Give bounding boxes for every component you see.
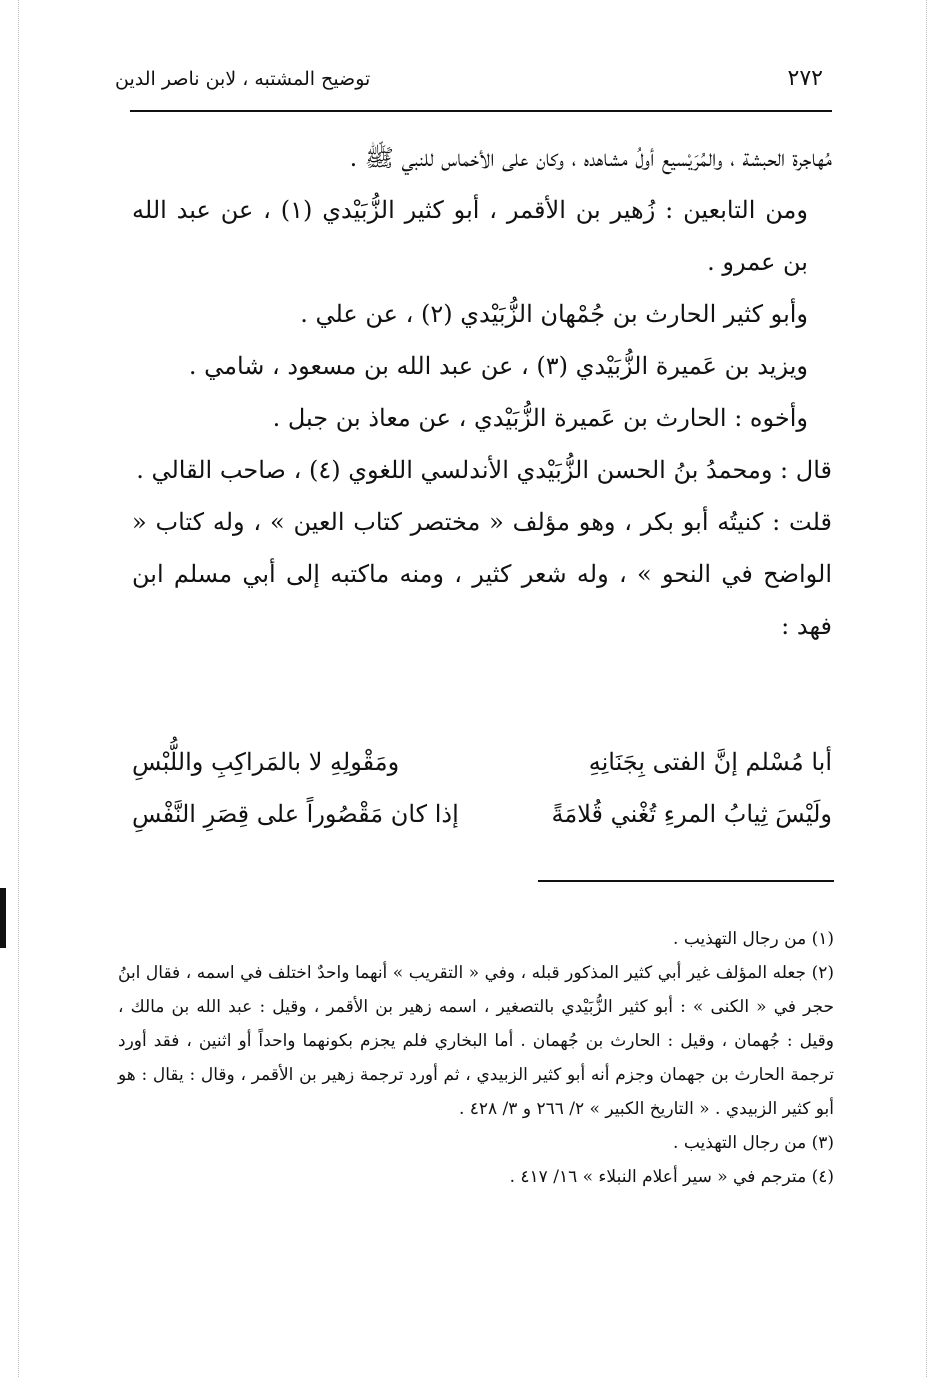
header-rule (130, 110, 832, 112)
main-text (132, 132, 832, 652)
verse-line (132, 736, 832, 788)
paragraph: قلت : كنيتُه أبو بكر ، وهو مؤلف « مختصر كتاب العين » ، وله كتاب « الواضح في النحو » ، وله شعر كثير ، ومنه ماكتبه إلى أبي مسلم ابن فهد : (132, 508, 832, 640)
poem (132, 736, 832, 840)
paragraph: ويزيد بن عَميرة الزُّبَيْدي (٣) ، عن عبد الله بن مسعود ، شامي . (188, 352, 808, 380)
scan-edge-mark (0, 888, 6, 948)
scan-edge-dots (18, 0, 19, 1377)
footnote: (٤) مترجم في « سير أعلام النبلاء » ١٦/ ٤١٧ . (509, 1167, 834, 1187)
page-header (115, 62, 835, 102)
page-number: ٢٧٢ (787, 66, 823, 91)
footnote: (٢) جعله المؤلف غير أبي كثير المذكور قبله ، وفي « التقريب » أنهما واحدٌ اختلف في اسمه ، فقال ابنُ حجر في « الكنى » : أبو كثير الزُّبَيْدي بالتصغير ، اسمه زهير بن الأقمر ، وقيل : عبد الله بن مالك ، وقيل : جُهمان ، وقيل : الحارث بن جُهمان . أما البخاري فلم يجزم بكونهما واحداً أو اثنين ، فقد أورد ترجمة الحارث بن جهمان وجزم أنه أبو كثير الزبيدي ، ثم أورد ترجمة زهير بن الأقمر ، وقال : يقال : هو أبو كثير الزبيدي . « التاريخ الكبير » ٢/ ٢٦٦ و ٣/ ٤٢٨ . (118, 963, 834, 1119)
running-title: توضيح المشتبه ، لابن ناصر الدين (115, 68, 371, 90)
paragraph: ومن التابعين : زُهير بن الأقمر ، أبو كثير الزُّبَيْدي (١) ، عن عبد الله بن عمرو . (132, 196, 808, 276)
footnote: (١) من رجال التهذيب . (673, 929, 834, 949)
verse-line (132, 788, 832, 840)
verse-first-hemistich: أبا مُسْلم إنَّ الفتى بِجَنَانِهِ (588, 748, 832, 776)
paragraph: وأخوه : الحارث بن عَميرة الزُّبَيْدي ، عن معاذ بن جبل . (272, 404, 808, 432)
paragraph: مُهاجرة الحبشة ، والمُرَيْسيع أولُ مشاهده ، وكان على الأخماس للنبي ﷺ . (349, 144, 832, 172)
footnote: (٣) من رجال التهذيب . (673, 1133, 834, 1153)
verse-second-hemistich: إذا كان مَقْصُوراً على قِصَرِ النَّفْسِ (132, 800, 459, 828)
footnote-rule (538, 880, 834, 882)
paragraph: وأبو كثير الحارث بن جُمْهان الزُّبَيْدي (٢) ، عن علي . (300, 300, 808, 328)
verse-first-hemistich: ولَيْسَ ثِيابُ المرءِ تُغْني قُلامَةً (551, 800, 832, 828)
footnotes (118, 922, 834, 1194)
scan-edge-dots (926, 0, 927, 1377)
verse-second-hemistich: ومَقْولِهِ لا بالمَراكِبِ واللُّبْسِ (132, 748, 400, 776)
paragraph: قال : ومحمدُ بنُ الحسن الزُّبَيْدي الأندلسي اللغوي (٤) ، صاحب القالي . (136, 456, 832, 484)
